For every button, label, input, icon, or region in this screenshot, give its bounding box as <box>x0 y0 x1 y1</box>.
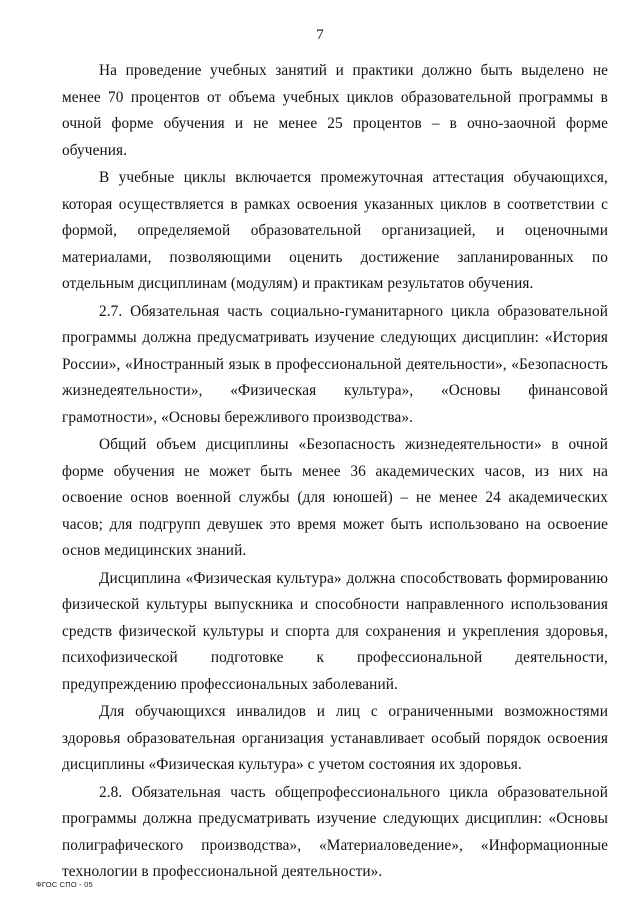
paragraph-section-2-8: 2.8. Обязательная часть общепрофессионального цикла образовательной программы должна предусматривать изучение следующих дисциплин: «Основы полиграфического производства», «Материаловедение», «Информационные технологии в профессиональной деятельности». <box>62 783 608 880</box>
paragraph-teaching-hours: На проведение учебных занятий и практики должно быть выделено не менее 70 процентов от объема учебных циклов образовательной программы в очной форме обучения и не менее 25 процентов – в очно-заочной форме обучения. <box>62 62 608 159</box>
paragraph-life-safety-volume: Общий объем дисциплины «Безопасность жизнедеятельности» в очной форме обучения не может быть менее 36 академических часов, из них на освоение основ военной службы (для юношей) – не менее 24 академических часов; для подгрупп девушек это время может быть использовано на освоение основ медицинских знаний. <box>62 436 608 559</box>
footer-label: ФГОС СПО - 05 <box>36 880 93 889</box>
page-number: 7 <box>316 27 324 43</box>
paragraph-intermediate-attestation: В учебные циклы включается промежуточная аттестация обучающихся, которая осуществляется в рамках освоения указанных циклов в соответствии с формой, определяемой образовательной организацией, и оценочными материалами, позволяющими оценить достижение запланированных по отдельным дисциплинам (модулям) и практикам результатов обучения. <box>62 169 608 292</box>
paragraph-disabled-students: Для обучающихся инвалидов и лиц с ограниченными возможностями здоровья образовательная организация устанавливает особый порядок освоения дисциплины «Физическая культура» с учетом состояния их здоровья. <box>62 703 608 773</box>
document-body <box>62 58 608 886</box>
paragraph-section-2-7: 2.7. Обязательная часть социально-гуманитарного цикла образовательной программы должна предусматривать изучение следующих дисциплин: «История России», «Иностранный язык в профессиональной деятельности», «Безопасность жизнедеятельности», «Физическая культура», «Основы финансовой грамотности», «Основы бережливого производства». <box>62 302 608 426</box>
paragraph-physical-culture: Дисциплина «Физическая культура» должна способствовать формированию физической культуры выпускника и способности направленного использования средств физической культуры и спорта для сохранения и укрепления здоровья, психофизической подготовке к профессиональной деятельности, предупреждению профессиональных заболеваний. <box>62 569 608 693</box>
